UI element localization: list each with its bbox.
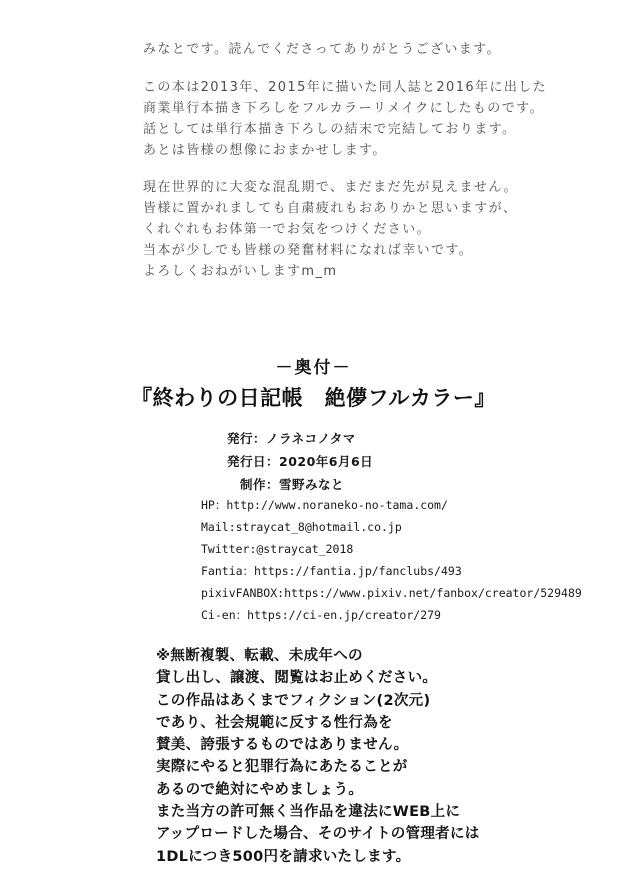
disclaimer-line: あるので絶対にやめましょう。 (156, 781, 364, 798)
greeting-line: 商業単行本描き下ろしをフルカラーリメイクにしたものです。 (143, 101, 544, 116)
disclaimer-line: また当方の許可無く当作品を違法にWEB上に (156, 804, 461, 821)
legal-disclaimer-block (156, 645, 480, 868)
mail-address-line: Mail:straycat_8@hotmail.co.jp (201, 520, 402, 534)
fantia-url-line: Fantia：https://fantia.jp/fanclubs/493 (201, 564, 462, 578)
twitter-handle-line: Twitter:@straycat_2018 (201, 542, 354, 556)
disclaimer-line: この作品はあくまでフィクション(2次元) (156, 692, 431, 709)
contact-links-block (201, 494, 582, 626)
greeting-line: あとは皆様の想像におまかせします。 (143, 143, 387, 158)
well-wishes-paragraph (143, 177, 547, 282)
pixiv-fanbox-url-line: pixivFANBOX:https://www.pixiv.net/fanbox/creator/529489 (201, 586, 582, 600)
greeting-line: みなとです。読んでくださってありがとうございます。 (143, 42, 501, 57)
greeting-line: 話としては単行本描き下ろしの結末で完結しております。 (143, 122, 517, 137)
disclaimer-line: 貸し出し、譲渡、閲覧はお止めください。 (156, 670, 438, 687)
disclaimer-line: 賛美、誇張するものではありません。 (156, 737, 409, 754)
disclaimer-line: アップロードした場合、そのサイトの管理者には (156, 826, 480, 843)
book-description-paragraph (143, 77, 547, 161)
greeting-line: この本は2013年、2015年に描いた同人誌と2016年に出した (143, 80, 548, 95)
colophon-heading: －奥付－ (275, 358, 352, 378)
afterword-greeting (143, 39, 547, 282)
disclaimer-line: 1DLにつき500円を請求いたします。 (156, 848, 411, 865)
greeting-line: くれぐれもお体第一でお気をつけください。 (143, 222, 432, 237)
publisher-line: 発行：ノラネコノタマ (227, 431, 356, 446)
creator-line: 制作：雪野みなと (240, 477, 345, 492)
greeting-paragraph (143, 39, 547, 60)
publish-date-line: 発行日：2020年6月6日 (227, 454, 374, 469)
disclaimer-line: 実際にやると犯罪行為にあたることが (156, 759, 408, 776)
disclaimer-line: ※無断複製、転載、未成年への (156, 648, 363, 664)
ci-en-url-line: Ci-en：https://ci-en.jp/creator/279 (201, 608, 441, 622)
greeting-line: 当本が少しでも皆様の発奮材料になれば幸いです。 (143, 243, 474, 258)
greeting-line: 皆様に置かれましても自粛疲れもおありかと思いますが、 (143, 201, 518, 216)
book-title: 『終わりの日記帳 絶儚フルカラー』 (131, 385, 496, 410)
greeting-line: よろしくおねがいしますm_m (143, 264, 338, 279)
greeting-line: 現在世界的に大変な混乱期で、まだまだ先が見えません。 (143, 180, 518, 195)
hp-url-line: HP：http://www.noraneko-no-tama.com/ (201, 498, 448, 512)
disclaimer-line: であり、社会規範に反する性行為を (156, 714, 393, 731)
